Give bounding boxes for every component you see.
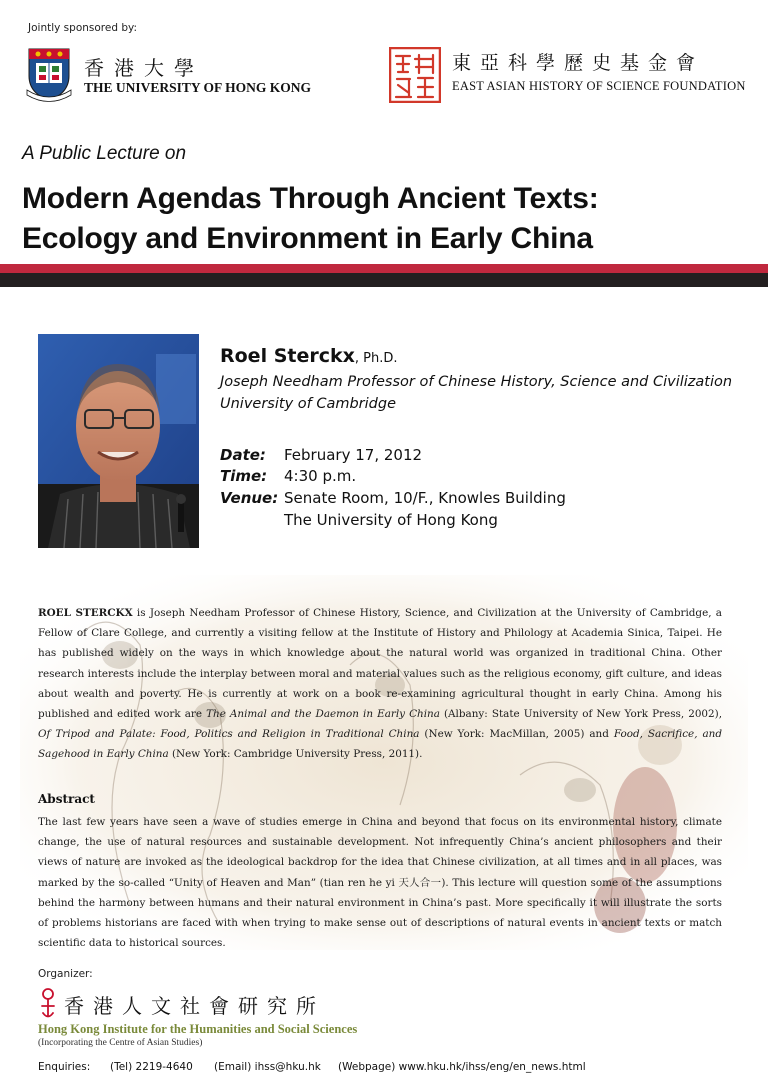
abstract-text: The last few years have seen a wave of studies emerge in China and beyond that focus on its environmental history, climate change, the use of natural resources and sustainable development. Not infrequently China’s ancient philosophers and their views of nature are invoked as the ideological backdrop for the idea that Chinese civilization, at all times and in all places, was marked by the so-called “Unity of Heaven and Man” (tian ren he yi 天人合一). This lecture will question some of the assumptions behind the harmony between humans and their natural environment in China’s past. More specifically it will illustrate the sorts of problems historians are faced with when trying to make sense out of descriptions of natural events in ancient texts or match scientific data to historical sources. — [38, 816, 722, 950]
bio-text-3: (New York: MacMillan, 2005) and — [419, 728, 614, 741]
lecture-title-line-1: Modern Agendas Through Ancient Texts: — [22, 182, 599, 215]
bio-name: ROEL STERCKX — [38, 607, 133, 619]
time-row — [220, 467, 356, 485]
speaker-position: Joseph Needham Professor of Chinese History, Science and Civilization — [220, 374, 733, 390]
venue-value-line-1: Senate Room, 10/F., Knowles Building — [284, 489, 566, 507]
ihss-english-name: Hong Kong Institute for the Humanities and Social Sciences — [38, 1022, 358, 1036]
bio-book-2: Of Tripod and Palate: Food, Politics and Religion in Traditional China — [38, 728, 420, 741]
speaker-name — [220, 345, 398, 367]
bio-book-3: Food, Sacrifice, and Sagehood in Early China — [38, 728, 722, 761]
speaker-degree: , Ph.D. — [354, 351, 398, 366]
bio-text-1: is Joseph Needham Professor of Chinese History, Science, and Civilization at the University of Cambridge, a Fellow of Clare College, and currently a visiting fellow at the Institute of History and Philology at Academia Sinica, Taipei. He has published widely on the ways in which knowledge about the natural world was organized in traditional China. Other research interests include the interplay between moral and material values such as the religious economy, gift culture, and ideas about wealth and poverty. He is currently at work on a book re-examining agricultural thought in early China. Among his published and edited work are — [38, 607, 722, 721]
speaker-bio — [38, 603, 722, 765]
bio-text-4: (New York: Cambridge University Press, 2011). — [168, 748, 423, 761]
date-value: February 17, 2012 — [284, 446, 423, 464]
enquiries-row — [38, 1061, 586, 1073]
ihss-note: (Incorporating the Centre of Asian Studies) — [38, 1038, 203, 1048]
ihss-seal-icon — [38, 986, 58, 1022]
title-band-red — [0, 264, 768, 273]
eahsf-english-name: EAST ASIAN HISTORY OF SCIENCE FOUNDATION — [452, 79, 746, 93]
hku-chinese-name: 香港大學 — [84, 56, 204, 80]
venue-label: Venue: — [220, 489, 279, 507]
hku-english-name: THE UNIVERSITY OF HONG KONG — [84, 80, 312, 95]
enquiries-tel: (Tel) 2219-4640 — [110, 1061, 193, 1073]
time-label: Time: — [220, 467, 268, 485]
speaker-portrait — [38, 334, 199, 548]
speaker-affiliation: University of Cambridge — [220, 396, 396, 412]
time-value: 4:30 p.m. — [284, 467, 357, 485]
enquiries-email-link[interactable]: (Email) ihss@hku.hk — [214, 1061, 321, 1073]
bio-book-1: The Animal and the Daemon in Early China — [206, 708, 440, 721]
abstract-heading: Abstract — [38, 792, 95, 806]
eahsf-chinese-name: 東亞科學歷史基金會 — [452, 52, 705, 74]
lecture-title-line-2: Ecology and Environment in Early China — [22, 222, 593, 255]
date-row — [220, 446, 422, 464]
venue-row — [220, 489, 566, 507]
title-band-dark — [0, 273, 768, 287]
venue-value-line-2: The University of Hong Kong — [284, 511, 498, 529]
lecture-kicker: A Public Lecture on — [22, 143, 187, 164]
sponsor-label: Jointly sponsored by: — [28, 22, 137, 34]
ihss-chinese-name: 香港人文社會研究所 — [64, 994, 325, 1018]
date-label: Date: — [220, 446, 266, 464]
speaker-name-text: Roel Sterckx — [220, 345, 355, 367]
enquiries-label: Enquiries: — [38, 1061, 91, 1073]
hku-crest-icon — [26, 46, 72, 102]
enquiries-webpage-link[interactable]: (Webpage) www.hku.hk/ihss/eng/en_news.html — [338, 1061, 586, 1073]
speaker-position-block — [220, 371, 732, 415]
bio-text-2: (Albany: State University of New York Press, 2002), — [439, 708, 723, 721]
organizer-label: Organizer: — [38, 968, 93, 980]
eahsf-seal-icon — [389, 47, 441, 103]
